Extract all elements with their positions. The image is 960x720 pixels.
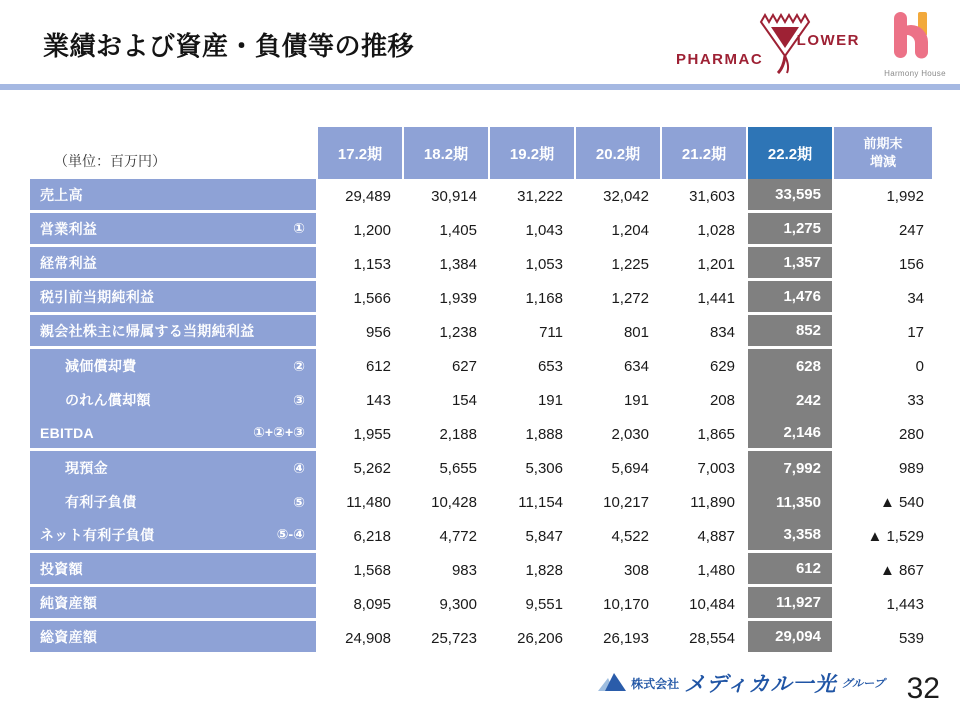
change-value-cell: 33: [834, 383, 932, 417]
value-cell: 1,043: [490, 213, 576, 247]
current-value-cell: 612: [748, 553, 834, 587]
value-cell: 1,200: [318, 213, 404, 247]
value-cell: 29,489: [318, 179, 404, 213]
value-cell: 634: [576, 349, 662, 383]
row-label: 純資産額: [40, 594, 98, 611]
value-cell: 1,238: [404, 315, 490, 349]
current-value-cell: 2,146: [748, 417, 834, 451]
row-note: ⑤-④: [276, 526, 305, 542]
table-body: [30, 179, 932, 655]
value-cell: 956: [318, 315, 404, 349]
row-label: 売上高: [40, 186, 83, 203]
row-label: 有利子負債: [65, 494, 137, 510]
value-cell: 834: [662, 315, 748, 349]
company-name: メディカル一光: [684, 673, 837, 696]
pharmacy-flower-logo-text-left: PHARMAC: [676, 51, 764, 68]
row-label: 税引前当期純利益: [40, 288, 155, 305]
title-underline: [0, 84, 960, 90]
page-number: 32: [906, 672, 940, 705]
value-cell: 629: [662, 349, 748, 383]
row-label: 親会社株主に帰属する当期純利益: [40, 322, 255, 339]
unit-label: （単位：百万円）: [30, 127, 318, 179]
value-cell: 1,480: [662, 553, 748, 587]
table-row: [30, 485, 932, 519]
table-row: [30, 451, 932, 485]
value-cell: 208: [662, 383, 748, 417]
financial-table: [30, 127, 932, 655]
change-value-cell: 1,443: [834, 587, 932, 621]
current-value-cell: 628: [748, 349, 834, 383]
table-header-row: [30, 127, 932, 179]
value-cell: 31,603: [662, 179, 748, 213]
table-row: [30, 349, 932, 383]
value-cell: 31,222: [490, 179, 576, 213]
column-header-22.2期: 22.2期: [748, 127, 834, 179]
column-header-20.2期: 20.2期: [576, 127, 662, 179]
value-cell: 2,030: [576, 417, 662, 451]
current-value-cell: 3,358: [748, 519, 834, 553]
row-label: 総資産額: [40, 628, 98, 645]
value-cell: 6,218: [318, 519, 404, 553]
value-cell: 5,655: [404, 451, 490, 485]
change-value-cell: 1,992: [834, 179, 932, 213]
change-value-cell: ▲ 867: [834, 553, 932, 587]
change-value-cell: 34: [834, 281, 932, 315]
value-cell: 4,887: [662, 519, 748, 553]
change-value-cell: 247: [834, 213, 932, 247]
value-cell: 10,428: [404, 485, 490, 519]
row-note: ④: [293, 459, 305, 476]
slide-footer: [598, 668, 940, 704]
value-cell: 1,053: [490, 247, 576, 281]
harmony-house-h-icon: [890, 51, 940, 68]
row-note: ①: [293, 220, 305, 236]
table-row: [30, 247, 932, 281]
table-row: [30, 417, 932, 451]
value-cell: 1,441: [662, 281, 748, 315]
value-cell: 11,480: [318, 485, 404, 519]
value-cell: 1,888: [490, 417, 576, 451]
value-cell: 1,405: [404, 213, 490, 247]
pharmacy-flower-logo: [676, 10, 866, 78]
row-label: 経常利益: [40, 254, 98, 271]
current-value-cell: 33,595: [748, 179, 834, 213]
value-cell: 10,170: [576, 587, 662, 621]
value-cell: 143: [318, 383, 404, 417]
column-header-18.2期: 18.2期: [404, 127, 490, 179]
row-label: 減価償却費: [65, 358, 137, 374]
current-value-cell: 852: [748, 315, 834, 349]
value-cell: 983: [404, 553, 490, 587]
value-cell: 711: [490, 315, 576, 349]
row-label: 営業利益: [40, 220, 98, 237]
value-cell: 1,384: [404, 247, 490, 281]
row-label: のれん償却額: [65, 392, 151, 408]
value-cell: 1,201: [662, 247, 748, 281]
value-cell: 1,865: [662, 417, 748, 451]
change-value-cell: 17: [834, 315, 932, 349]
table-row: [30, 179, 932, 213]
harmony-house-caption: Harmony House: [884, 69, 946, 78]
value-cell: 30,914: [404, 179, 490, 213]
value-cell: 1,225: [576, 247, 662, 281]
value-cell: 191: [576, 383, 662, 417]
value-cell: 1,828: [490, 553, 576, 587]
current-value-cell: 7,992: [748, 451, 834, 485]
table-row: [30, 383, 932, 417]
value-cell: 627: [404, 349, 490, 383]
table-row: [30, 213, 932, 247]
medical-ikkou-mark-icon: [598, 671, 626, 696]
table-row: [30, 519, 932, 553]
value-cell: 2,188: [404, 417, 490, 451]
value-cell: 9,551: [490, 587, 576, 621]
row-note: ②: [293, 357, 305, 374]
table-row: [30, 587, 932, 621]
current-value-cell: 11,927: [748, 587, 834, 621]
column-header-19.2期: 19.2期: [490, 127, 576, 179]
value-cell: 1,568: [318, 553, 404, 587]
change-value-cell: ▲ 1,529: [834, 519, 932, 553]
slide-title: 業績および資産・負債等の推移: [43, 31, 415, 61]
change-value-cell: 156: [834, 247, 932, 281]
value-cell: 4,772: [404, 519, 490, 553]
value-cell: 4,522: [576, 519, 662, 553]
change-value-cell: ▲ 540: [834, 485, 932, 519]
value-cell: 5,306: [490, 451, 576, 485]
value-cell: 612: [318, 349, 404, 383]
value-cell: 191: [490, 383, 576, 417]
value-cell: 653: [490, 349, 576, 383]
value-cell: 1,939: [404, 281, 490, 315]
medical-ikkou-logo: [598, 668, 884, 704]
table-row: [30, 315, 932, 349]
row-note: ①+②+③: [253, 424, 305, 440]
current-value-cell: 1,357: [748, 247, 834, 281]
value-cell: 25,723: [404, 621, 490, 655]
company-suffix: グループ: [841, 678, 885, 690]
column-header-change: 前期末 増減: [834, 127, 932, 179]
value-cell: 5,262: [318, 451, 404, 485]
value-cell: 32,042: [576, 179, 662, 213]
change-value-cell: 539: [834, 621, 932, 655]
row-label: EBITDA: [40, 424, 94, 441]
current-value-cell: 242: [748, 383, 834, 417]
pharmacy-flower-logo-text-right: LOWER: [796, 32, 860, 49]
value-cell: 11,154: [490, 485, 576, 519]
value-cell: 1,028: [662, 213, 748, 247]
change-value-cell: 0: [834, 349, 932, 383]
value-cell: 1,153: [318, 247, 404, 281]
value-cell: 5,694: [576, 451, 662, 485]
current-value-cell: 29,094: [748, 621, 834, 655]
row-note: ⑤: [293, 493, 305, 510]
value-cell: 11,890: [662, 485, 748, 519]
value-cell: 1,566: [318, 281, 404, 315]
row-note: ③: [293, 391, 305, 408]
value-cell: 8,095: [318, 587, 404, 621]
column-header-17.2期: 17.2期: [318, 127, 404, 179]
value-cell: 1,955: [318, 417, 404, 451]
company-prefix: 株式会社: [631, 676, 680, 691]
current-value-cell: 1,275: [748, 213, 834, 247]
row-label: 投資額: [40, 560, 83, 577]
value-cell: 5,847: [490, 519, 576, 553]
row-label: ネット有利子負債: [40, 526, 155, 543]
table-row: [30, 621, 932, 655]
value-cell: 1,272: [576, 281, 662, 315]
value-cell: 7,003: [662, 451, 748, 485]
value-cell: 154: [404, 383, 490, 417]
value-cell: 9,300: [404, 587, 490, 621]
current-value-cell: 11,350: [748, 485, 834, 519]
value-cell: 24,908: [318, 621, 404, 655]
value-cell: 28,554: [662, 621, 748, 655]
table-row: [30, 281, 932, 315]
value-cell: 26,193: [576, 621, 662, 655]
value-cell: 10,217: [576, 485, 662, 519]
value-cell: 10,484: [662, 587, 748, 621]
change-value-cell: 280: [834, 417, 932, 451]
row-label: 現預金: [65, 460, 108, 476]
current-value-cell: 1,476: [748, 281, 834, 315]
column-header-21.2期: 21.2期: [662, 127, 748, 179]
value-cell: 308: [576, 553, 662, 587]
table-row: [30, 553, 932, 587]
value-cell: 26,206: [490, 621, 576, 655]
harmony-house-logo: [884, 12, 946, 78]
value-cell: 801: [576, 315, 662, 349]
change-value-cell: 989: [834, 451, 932, 485]
value-cell: 1,168: [490, 281, 576, 315]
value-cell: 1,204: [576, 213, 662, 247]
